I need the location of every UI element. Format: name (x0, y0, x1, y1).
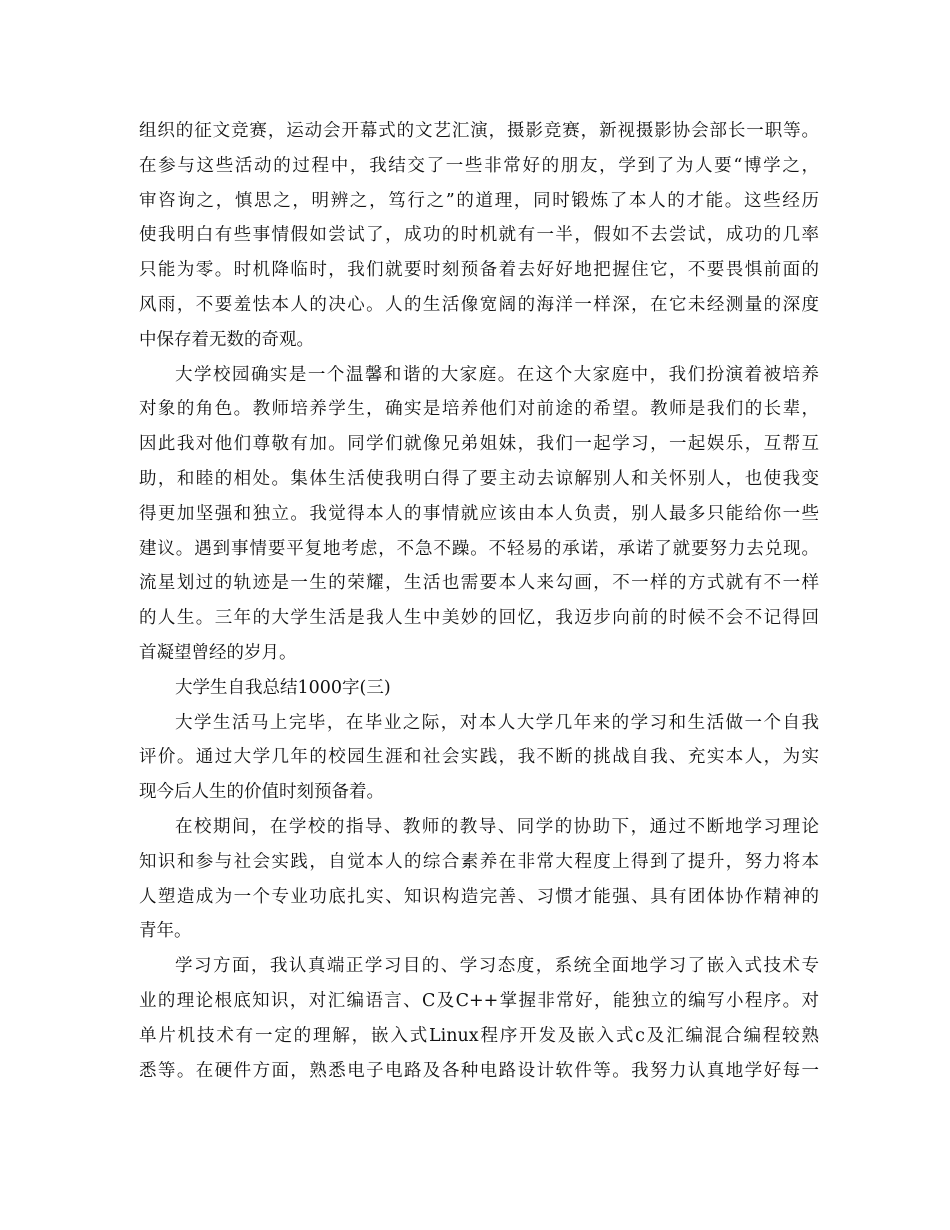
text-line: 审咨询之，慎思之，明辨之，笃行之”的道理，同时锻炼了本人的才能。这些经历 (139, 190, 819, 211)
text-line: 风雨，不要羞怯本人的决心。人的生活像宽阔的海洋一样深，在它未经测量的深度 (139, 294, 819, 315)
text-line: 因此我对他们尊敬有加。同学们就像兄弟姐妹，我们一起学习，一起娱乐，互帮互 (139, 434, 819, 455)
text-line: 青年。 (139, 921, 192, 942)
text-line: 在校期间，在学校的指导、教师的教导、同学的协助下，通过不断地学习理论 (175, 816, 819, 837)
text-line: 使我明白有些事情假如尝试了，成功的时机就有一半，假如不去尝试，成功的几率 (139, 225, 819, 246)
text-line: 对象的角色。教师培养学生，确实是培养他们对前途的希望。教师是我们的长辈， (139, 399, 819, 420)
text-line: 中保存着无数的奇观。 (139, 329, 314, 350)
text-line: 业的理论根底知识，对汇编语言、C及C++掌握非常好，能独立的编写小程序。对 (139, 990, 819, 1011)
text-line: 悉等。在硬件方面，熟悉电子电路及各种电路设计软件等。我努力认真地学好每一 (139, 1060, 819, 1081)
text-line: 流星划过的轨迹是一生的荣耀，生活也需要本人来勾画，不一样的方式就有不一样 (139, 573, 819, 594)
document-body (139, 114, 819, 1088)
text-line: 建议。遇到事情要平复地考虑，不急不躁。不轻易的承诺，承诺了就要努力去兑现。 (139, 538, 819, 559)
text-line: 单片机技术有一定的理解，嵌入式Linux程序开发及嵌入式c及汇编混合编程较熟 (139, 1025, 819, 1046)
text-line: 评价。通过大学几年的校园生涯和社会实践，我不断的挑战自我、充实本人，为实 (139, 747, 819, 768)
text-line: 大学校园确实是一个温馨和谐的大家庭。在这个大家庭中，我们扮演着被培养 (175, 364, 819, 385)
text-line: 的人生。三年的大学生活是我人生中美妙的回忆，我迈步向前的时候不会不记得回 (139, 608, 819, 629)
text-line: 在参与这些活动的过程中，我结交了一些非常好的朋友，学到了为人要“博学之， (139, 155, 819, 176)
text-line: 只能为零。时机降临时，我们就要时刻预备着去好好地把握住它，不要畏惧前面的 (139, 260, 819, 281)
text-line: 知识和参与社会实践，自觉本人的综合素养在非常大程度上得到了提升，努力将本 (139, 851, 819, 872)
text-line: 首凝望曾经的岁月。 (139, 642, 297, 663)
text-line: 人塑造成为一个专业功底扎实、知识构造完善、习惯才能强、具有团体协作精神的 (139, 886, 819, 907)
section-heading: 大学生自我总结1000字(三) (175, 677, 391, 698)
text-line: 组织的征文竞赛，运动会开幕式的文艺汇演，摄影竞赛，新视摄影协会部长一职等。 (139, 121, 819, 141)
text-line: 现今后人生的价值时刻预备着。 (139, 782, 384, 803)
text-line: 助，和睦的相处。集体生活使我明白得了要主动去谅解别人和关怀别人，也使我变 (139, 468, 819, 489)
text-line: 得更加坚强和独立。我觉得本人的事情就应该由本人负责，别人最多只能给你一些 (139, 503, 819, 524)
text-line: 学习方面，我认真端正学习目的、学习态度，系统全面地学习了嵌入式技术专 (175, 956, 819, 977)
text-line: 大学生活马上完毕，在毕业之际，对本人大学几年来的学习和生活做一个自我 (175, 712, 819, 733)
